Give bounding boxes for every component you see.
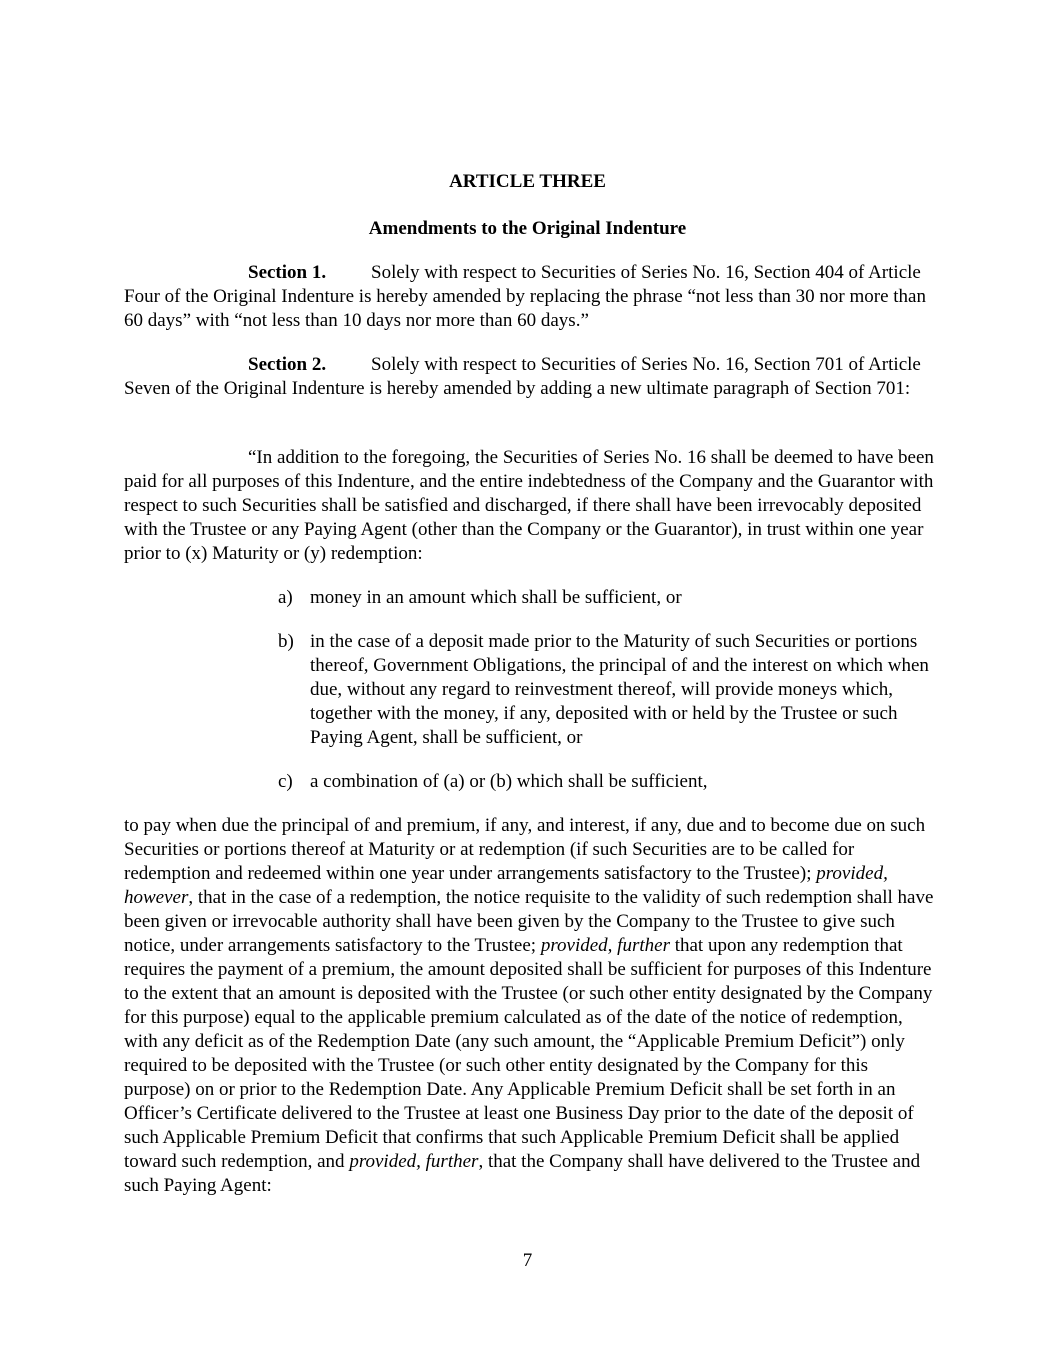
list-item	[278, 630, 938, 750]
list-marker: c)	[278, 771, 293, 792]
closing-text-part-3: that upon any redemption that requires the payment of a premium, the amount deposited shall be sufficient for purposes of this Indenture to the extent that an amount is deposited with the Trustee (or such other entity designated by the Company for this purpose) equal to the applicable premium calculated as of the date of the notice of redemption, with any deficit as of the Redemption Date (any such amount, the “Applicable Premium Deficit”) only required to be deposited with the Trustee (or such other entity designated by the Company for this purpose) on or prior to the Redemption Date. Any Applicable Premium Deficit shall be set forth in an Officer’s Certificate delivered to the Trustee at least one Business Day prior to the date of the deposit of such Applicable Premium Deficit that confirms that such Applicable Premium Deficit shall be applied toward such redemption, and	[124, 935, 933, 1172]
quote-intro-text: “In addition to the foregoing, the Securities of Series No. 16 shall be deemed to have been paid for all purposes of this Indenture, and the entire indebtedness of the Company and the Guarantor with respect to such Securities shall be satisfied and discharged, if there shall have been irrevocably deposited with the Trustee or any Paying Agent (other than the Company or the Guarantor), in trust within one year prior to (x) Maturity or (y) redemption:	[124, 447, 934, 564]
article-title: Amendments to the Original Indenture	[368, 218, 687, 239]
article-heading: ARTICLE THREE	[449, 171, 606, 192]
list-item	[278, 586, 938, 610]
closing-italic-1: provided, however	[124, 863, 888, 908]
section-2-text: Solely with respect to Securities of Series No. 16, Section 701 of Article Seven of the Original Indenture is hereby amended by adding a new ultimate paragraph of Section 701:	[124, 354, 921, 399]
section-2-paragraph	[124, 353, 936, 401]
section-1-paragraph	[124, 261, 936, 333]
section-2-label: Section 2.	[248, 354, 327, 375]
list-marker: a)	[278, 587, 293, 608]
closing-text-part-4: , that the Company shall have delivered to the Trustee and such Paying Agent:	[124, 1151, 921, 1196]
list-item-text: in the case of a deposit made prior to the Maturity of such Securities or portions thereof, Government Obligations, the principal of and the interest on which when due, without any regard to reinvestment thereof, will provide moneys which, together with the money, if any, deposited with or held by the Trustee or such Paying Agent, shall be sufficient, or	[310, 631, 929, 748]
section-1-text: Solely with respect to Securities of Series No. 16, Section 404 of Article Four of the Original Indenture is hereby amended by replacing the phrase “not less than 30 nor more than 60 days” with “not less than 10 days nor more than 60 days.”	[124, 262, 926, 331]
list-marker: b)	[278, 631, 294, 652]
closing-text-part-1: to pay when due the principal of and premium, if any, and interest, if any, due and to become due on such Securities or portions thereof at Maturity or at redemption (if such Securities are to be called for redemption and redeemed within one year under arrangements satisfactory to the Trustee);	[124, 815, 926, 884]
closing-italic-3: provided, further	[349, 1151, 479, 1172]
quote-intro-paragraph	[124, 446, 936, 566]
list-item	[278, 770, 938, 794]
list-item-text: money in an amount which shall be sufficient, or	[310, 587, 682, 608]
closing-paragraph	[124, 814, 936, 1198]
closing-italic-2: provided, further	[540, 935, 670, 956]
closing-text-part-2: , that in the case of a redemption, the notice requisite to the validity of such redemption shall have been given or irrevocable authority shall have been given by the Company to the Trustee to give such notice, under arrangements satisfactory to the Trustee;	[124, 887, 934, 956]
section-1-label: Section 1.	[248, 262, 327, 283]
page-number: 7	[522, 1250, 533, 1271]
list-item-text: a combination of (a) or (b) which shall be sufficient,	[310, 771, 708, 792]
